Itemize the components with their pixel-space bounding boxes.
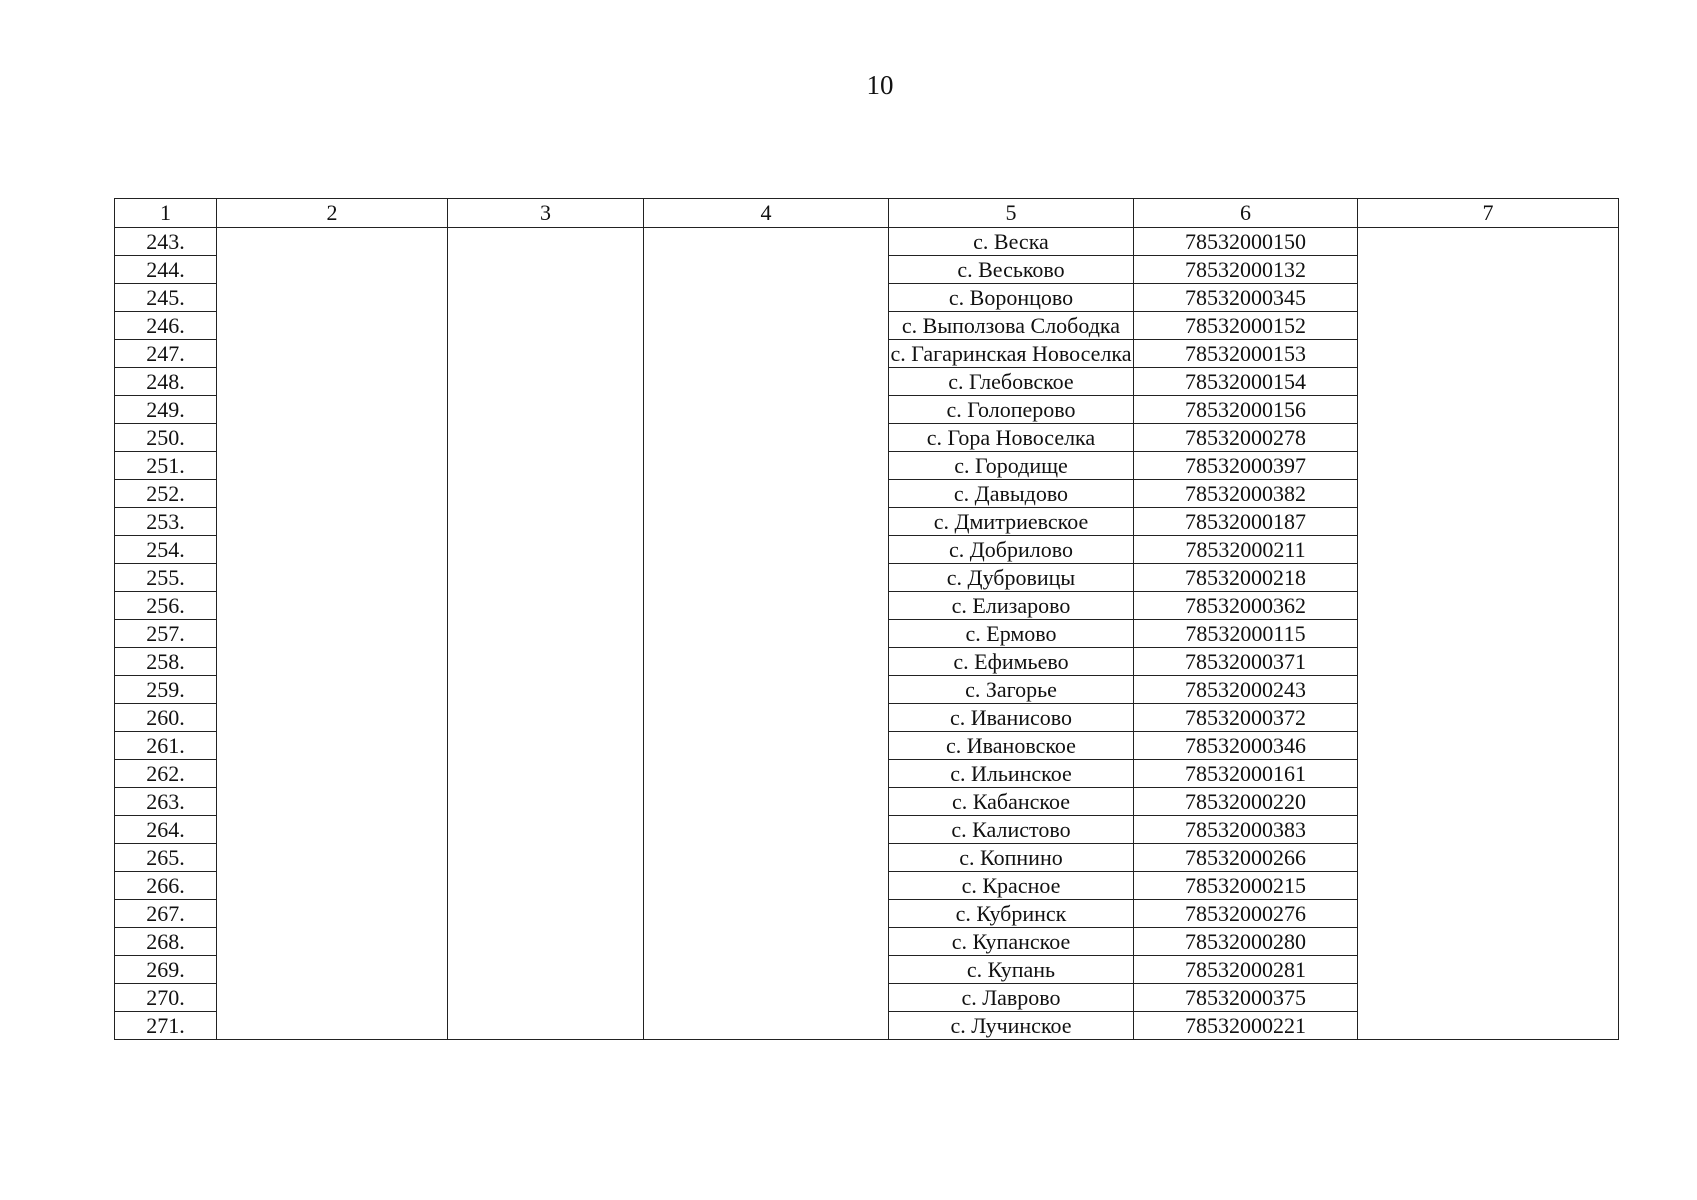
oktmo-code: 78532000362 — [1134, 592, 1358, 620]
settlements-table — [114, 198, 1619, 1040]
row-number: 266. — [115, 872, 217, 900]
col-4-merged — [644, 228, 889, 1040]
oktmo-code: 78532000132 — [1134, 256, 1358, 284]
row-number: 271. — [115, 1012, 217, 1040]
row-number: 244. — [115, 256, 217, 284]
row-number: 251. — [115, 452, 217, 480]
row-number: 243. — [115, 228, 217, 256]
oktmo-code: 78532000397 — [1134, 452, 1358, 480]
col-2-merged — [217, 228, 448, 1040]
oktmo-code: 78532000243 — [1134, 676, 1358, 704]
oktmo-code: 78532000211 — [1134, 536, 1358, 564]
settlement-name: с. Ивановское — [889, 732, 1134, 760]
row-number: 256. — [115, 592, 217, 620]
row-number: 263. — [115, 788, 217, 816]
row-number: 267. — [115, 900, 217, 928]
oktmo-code: 78532000115 — [1134, 620, 1358, 648]
oktmo-code: 78532000281 — [1134, 956, 1358, 984]
settlement-name: с. Глебовское — [889, 368, 1134, 396]
row-number: 270. — [115, 984, 217, 1012]
row-number: 268. — [115, 928, 217, 956]
settlement-name: с. Лаврово — [889, 984, 1134, 1012]
oktmo-code: 78532000221 — [1134, 1012, 1358, 1040]
row-number: 262. — [115, 760, 217, 788]
settlement-name: с. Елизарово — [889, 592, 1134, 620]
settlement-name: с. Гора Новоселка — [889, 424, 1134, 452]
oktmo-code: 78532000266 — [1134, 844, 1358, 872]
oktmo-code: 78532000154 — [1134, 368, 1358, 396]
row-number: 246. — [115, 312, 217, 340]
oktmo-code: 78532000156 — [1134, 396, 1358, 424]
table-row — [115, 228, 1619, 256]
oktmo-code: 78532000375 — [1134, 984, 1358, 1012]
settlement-name: с. Купань — [889, 956, 1134, 984]
col-3-merged — [448, 228, 644, 1040]
row-number: 254. — [115, 536, 217, 564]
settlement-name: с. Ильинское — [889, 760, 1134, 788]
row-number: 252. — [115, 480, 217, 508]
oktmo-code: 78532000187 — [1134, 508, 1358, 536]
header-col-1: 1 — [115, 199, 217, 228]
row-number: 265. — [115, 844, 217, 872]
header-col-3: 3 — [448, 199, 644, 228]
settlement-name: с. Гагаринская Новоселка — [890, 341, 1132, 366]
settlement-name: с. Добрилово — [889, 536, 1134, 564]
header-row — [115, 199, 1619, 228]
settlement-name: с. Кубринск — [889, 900, 1134, 928]
settlement-name: с. Веськово — [889, 256, 1134, 284]
table-body — [115, 228, 1619, 1040]
settlement-name: с. Купанское — [889, 928, 1134, 956]
oktmo-code: 78532000161 — [1134, 760, 1358, 788]
oktmo-code: 78532000152 — [1134, 312, 1358, 340]
settlement-name: с. Дмитриевское — [889, 508, 1134, 536]
oktmo-code: 78532000371 — [1134, 648, 1358, 676]
row-number: 258. — [115, 648, 217, 676]
oktmo-code: 78532000220 — [1134, 788, 1358, 816]
row-number: 250. — [115, 424, 217, 452]
oktmo-code: 78532000218 — [1134, 564, 1358, 592]
oktmo-code: 78532000345 — [1134, 284, 1358, 312]
oktmo-code: 78532000372 — [1134, 704, 1358, 732]
settlement-name: с. Городище — [889, 452, 1134, 480]
oktmo-code: 78532000278 — [1134, 424, 1358, 452]
row-number: 253. — [115, 508, 217, 536]
row-number: 264. — [115, 816, 217, 844]
settlement-name: с. Ермово — [889, 620, 1134, 648]
page-number: 10 — [866, 70, 894, 100]
oktmo-code: 78532000153 — [1134, 340, 1358, 368]
oktmo-code: 78532000346 — [1134, 732, 1358, 760]
settlement-name: с. Веска — [889, 228, 1134, 256]
settlement-name: с. Дубровицы — [889, 564, 1134, 592]
settlement-name: с. Давыдово — [889, 480, 1134, 508]
header-col-2: 2 — [217, 199, 448, 228]
oktmo-code: 78532000382 — [1134, 480, 1358, 508]
header-col-4: 4 — [644, 199, 889, 228]
oktmo-code: 78532000215 — [1134, 872, 1358, 900]
settlement-name: с. Загорье — [889, 676, 1134, 704]
oktmo-code: 78532000276 — [1134, 900, 1358, 928]
oktmo-code: 78532000280 — [1134, 928, 1358, 956]
row-number: 257. — [115, 620, 217, 648]
row-number: 248. — [115, 368, 217, 396]
oktmo-code: 78532000150 — [1134, 228, 1358, 256]
header-col-6: 6 — [1134, 199, 1358, 228]
header-col-7: 7 — [1358, 199, 1619, 228]
settlement-name: с. Воронцово — [889, 284, 1134, 312]
row-number: 247. — [115, 340, 217, 368]
row-number: 245. — [115, 284, 217, 312]
settlement-name: с. Иванисово — [889, 704, 1134, 732]
header-col-5: 5 — [889, 199, 1134, 228]
settlement-name: с. Копнино — [889, 844, 1134, 872]
settlement-name: с. Лучинское — [889, 1012, 1134, 1040]
settlement-name: с. Красное — [889, 872, 1134, 900]
settlement-name: с. Кабанское — [889, 788, 1134, 816]
row-number: 249. — [115, 396, 217, 424]
row-number: 260. — [115, 704, 217, 732]
oktmo-code: 78532000383 — [1134, 816, 1358, 844]
settlement-name: с. Голоперово — [889, 396, 1134, 424]
settlement-name: с. Ефимьево — [889, 648, 1134, 676]
col-7-merged — [1358, 228, 1619, 1040]
settlement-name: с. Выползова Слободка — [889, 312, 1134, 340]
settlement-name: с. Калистово — [889, 816, 1134, 844]
row-number: 259. — [115, 676, 217, 704]
row-number: 255. — [115, 564, 217, 592]
row-number: 261. — [115, 732, 217, 760]
row-number: 269. — [115, 956, 217, 984]
